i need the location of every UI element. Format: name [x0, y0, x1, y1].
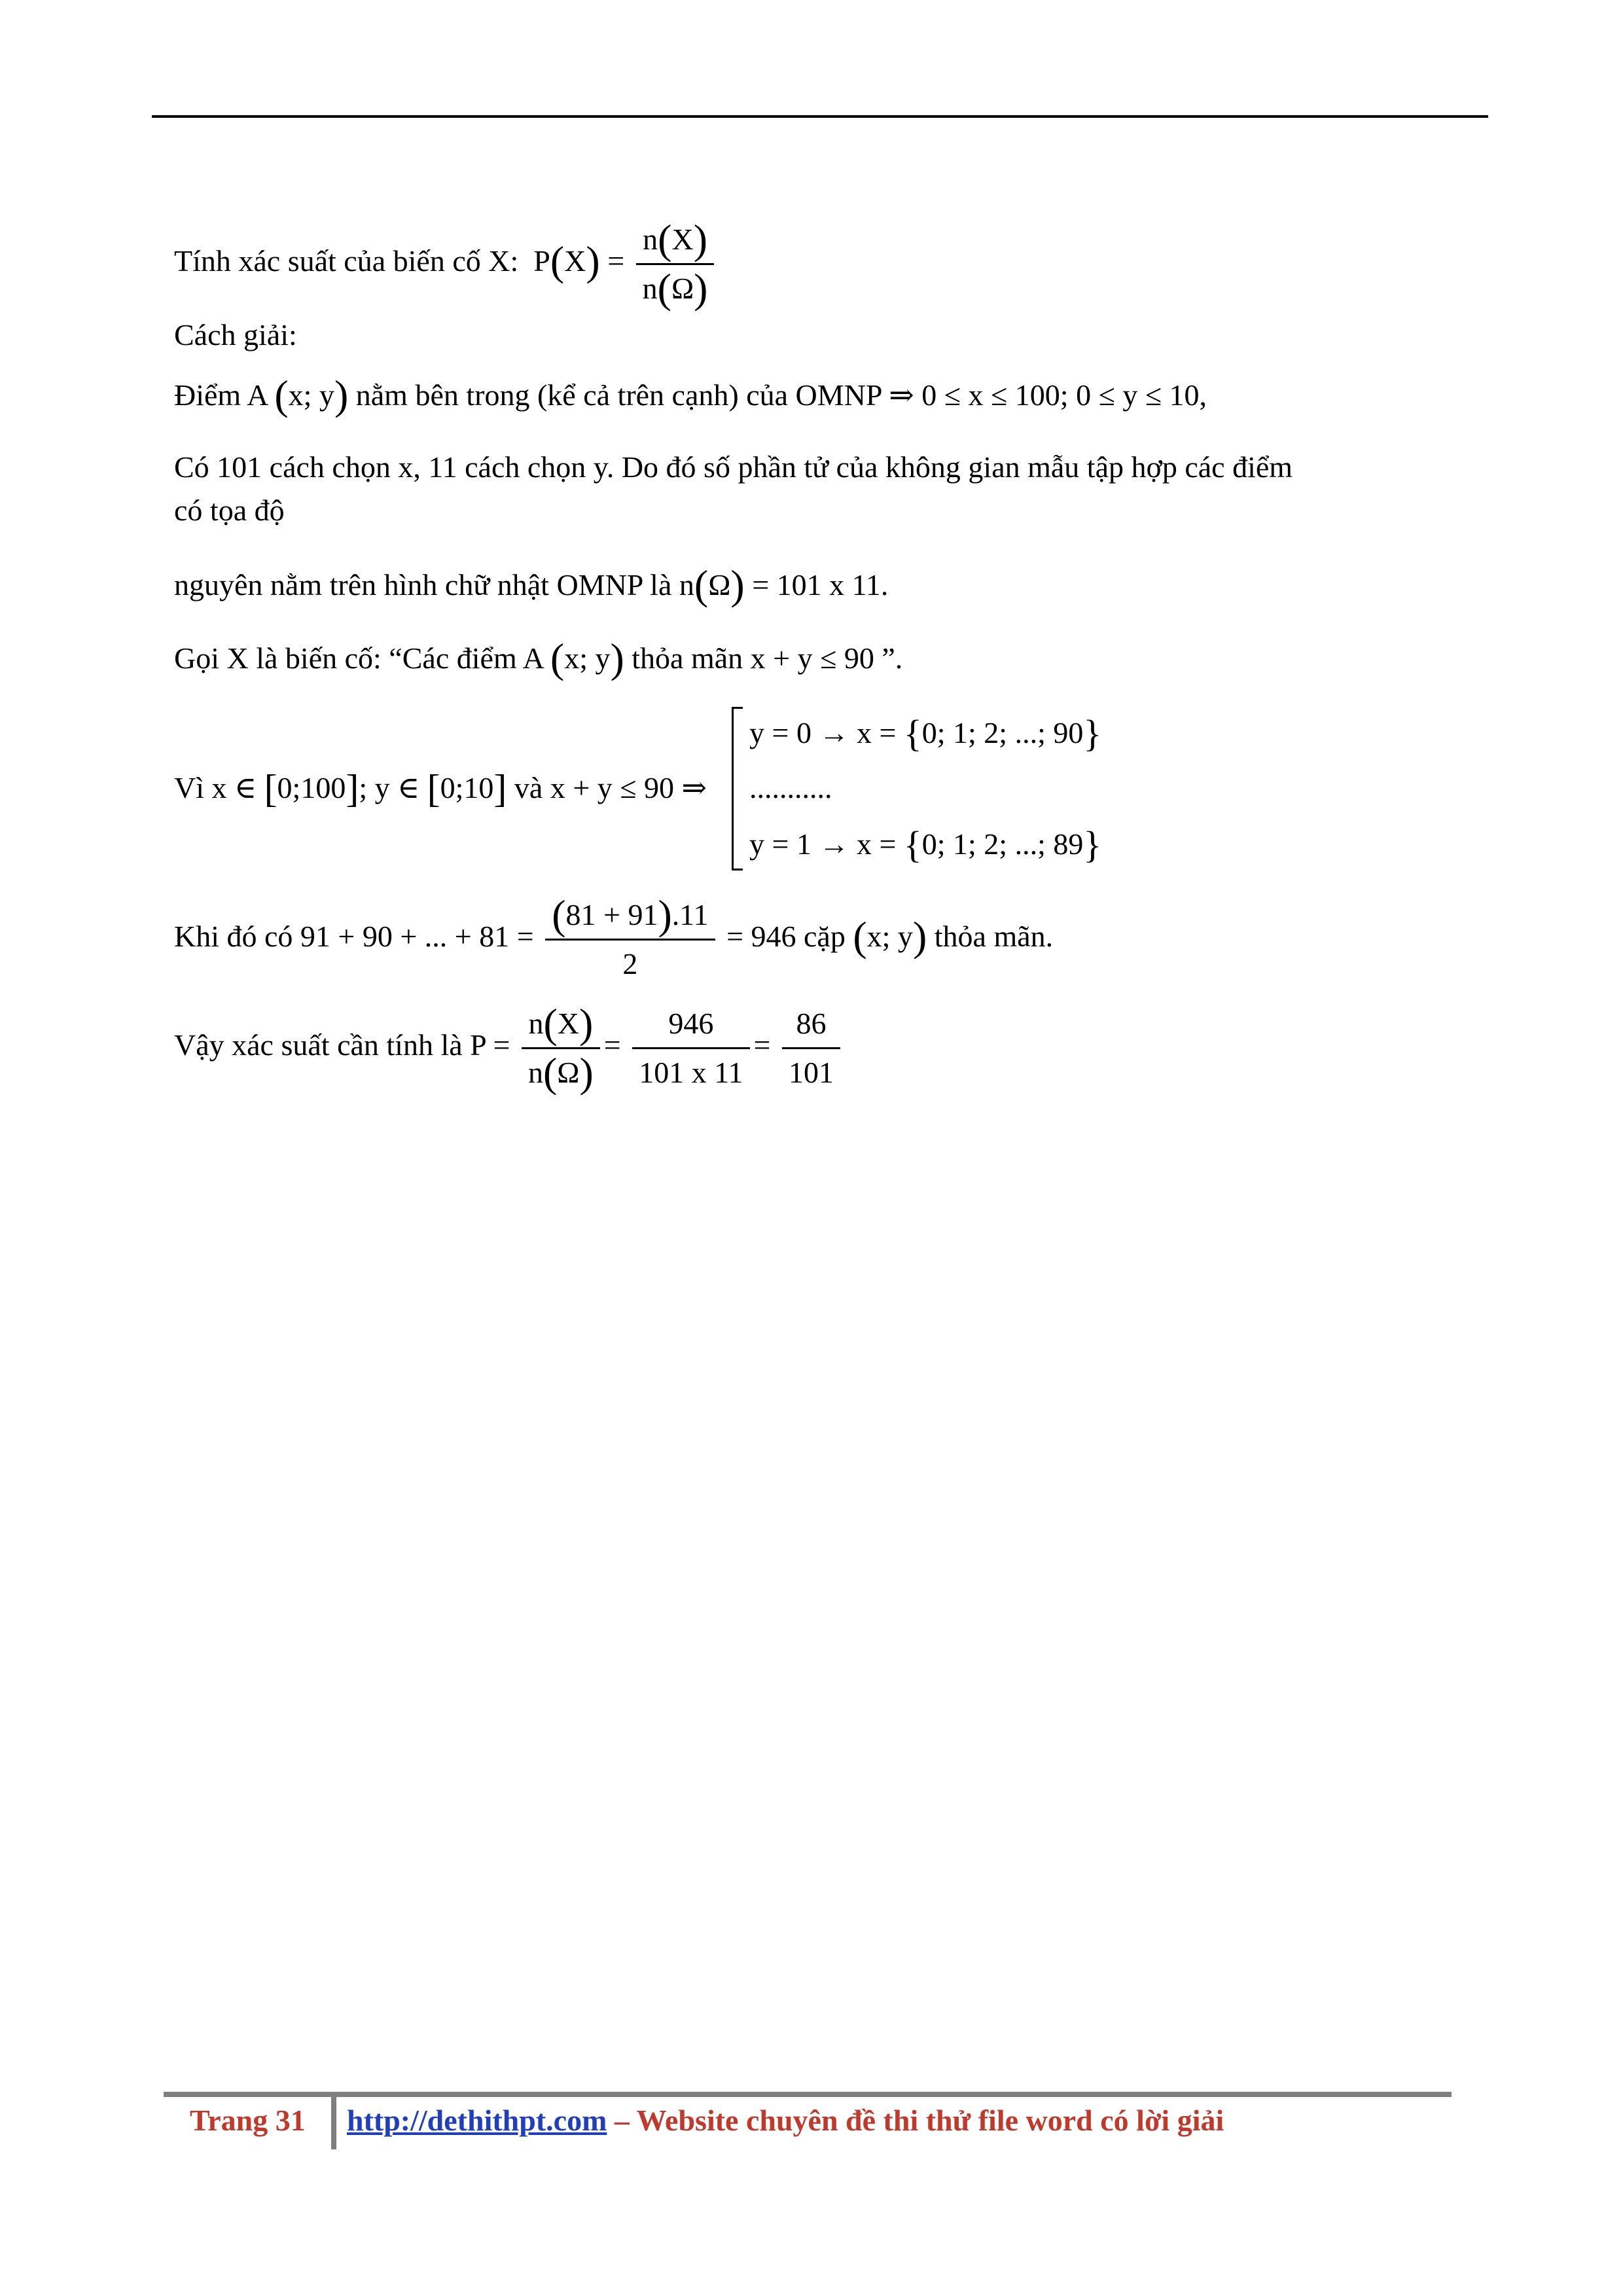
- footer-text: [347, 2102, 1224, 2139]
- page-number: Trang 31: [190, 2104, 306, 2137]
- text: Tính xác suất của biến cố X:: [174, 244, 519, 278]
- frac-den-n: n: [527, 1056, 543, 1089]
- coord: x; y: [288, 378, 334, 412]
- coord: x; y: [564, 641, 611, 675]
- website-link[interactable]: http://dethithpt.com: [347, 2104, 607, 2137]
- text: nằm bên trong (kể cả trên cạnh) của OMNP ⇒ 0 ≤ x ≤ 100; 0 ≤ y ≤ 10,: [348, 378, 1207, 412]
- fraction-nx: $\frac{n(X)}{n(\Omega)}$: [522, 1005, 600, 1091]
- text-line-count: Có 101 cách chọn x, 11 cách chọn y. Do đó số phần tử của không gian mẫu tập hợp các điểm: [174, 450, 1293, 484]
- text: = 101 x 11.: [744, 568, 889, 601]
- coord: x; y: [866, 920, 913, 954]
- footer-divider: [331, 2097, 336, 2149]
- text: và x + y ≤ 90 ⇒: [507, 771, 707, 804]
- text: y = 1 → x =: [749, 827, 904, 861]
- range-x: 0;100: [277, 771, 346, 804]
- text: Khi đó có 91 + 90 + ... + 81 =: [174, 920, 542, 954]
- text: nguyên nằm trên hình chữ nhật OMNP là n: [174, 568, 694, 601]
- text: Điểm A: [174, 378, 275, 412]
- frac-num-inner: 81 + 91: [565, 898, 658, 931]
- text: thỏa mãn.: [927, 920, 1054, 954]
- text: Vậy xác suất cần tính là P =: [174, 1028, 518, 1062]
- frac-den-omega: Ω: [671, 272, 694, 305]
- formula-line-probability: Tính xác suất của biến cố X: P(X) = $\frac{n(X)}{n(\Omega)}$: [174, 221, 718, 307]
- footer-rule: [164, 2092, 1452, 2097]
- text-line-sum: Khi đó có 91 + 90 + ... + 81 = $\frac{(81 + 91).11}{2}$ = 946 cặp (x; y) thỏa mãn.: [174, 897, 1053, 982]
- text-line-point-a: Điểm A (x; y) nằm bên trong (kể cả trên cạnh) của OMNP ⇒ 0 ≤ x ≤ 100; 0 ≤ y ≤ 10,: [174, 372, 1207, 418]
- frac-num-X: X: [557, 1007, 579, 1040]
- text: Vì x ∈: [174, 771, 264, 804]
- frac-num-n: n: [643, 223, 658, 256]
- case-bracket: [732, 707, 1100, 870]
- case-y0: y = 0 → x = {0; 1; 2; ...; 90}: [749, 712, 1102, 755]
- text-line-coords: có tọa độ: [174, 493, 285, 527]
- frac-den: 101 x 11: [639, 1056, 743, 1089]
- range-y: 0;10: [440, 771, 494, 804]
- frac-num-n: n: [528, 1007, 544, 1040]
- fraction-946: [632, 1005, 749, 1091]
- text-line-sample-space: nguyên nằm trên hình chữ nhật OMNP là n(Ω) = 101 x 11.: [174, 562, 889, 608]
- bracket-tick-bottom: [734, 869, 743, 870]
- text-line-condition: Vì x ∈ [0;100]; y ∈ [0;10] và x + y ≤ 90 ⇒: [174, 767, 707, 810]
- frac-num-X: X: [671, 223, 694, 256]
- set: 0; 1; 2; ...; 89: [921, 827, 1084, 861]
- case-y1: y = 1 → x = {0; 1; 2; ...; 89}: [749, 823, 1102, 866]
- frac-den-n: n: [642, 272, 658, 305]
- set: 0; 1; 2; ...; 90: [921, 716, 1084, 749]
- fraction: $\frac{n(X)}{n(\Omega)}$: [636, 221, 715, 307]
- text: = 946 cặp: [726, 920, 853, 954]
- text-line-result: Vậy xác suất cần tính là P = $\frac{n(X)}{n(\Omega)}$ = $\frac{946}{101 x 11}$ = $\frac{86}{101}$: [174, 1005, 844, 1091]
- case-dots: ...........: [749, 771, 832, 804]
- frac-num: 86: [782, 1005, 840, 1049]
- frac-den: 2: [622, 947, 638, 980]
- frac-num-outer: .11: [671, 898, 709, 931]
- footer-tagline: – Website chuyên đề thi thử file word có lời giải: [607, 2104, 1224, 2137]
- symbol-omega: Ω: [708, 568, 731, 601]
- text: y = 0 → x =: [749, 716, 904, 749]
- fraction-86: [782, 1005, 840, 1091]
- header-rule: [152, 115, 1488, 118]
- symbol-P: P: [533, 244, 550, 278]
- heading-solution: Cách giải:: [174, 318, 297, 351]
- frac-den-omega: Ω: [557, 1056, 580, 1089]
- symbol-X: X: [564, 244, 586, 278]
- text: Gọi X là biến cố: “Các điểm A: [174, 641, 550, 675]
- fraction-sum: $\frac{(81 + 91).11}{2}$: [545, 897, 715, 982]
- frac-den: 101: [789, 1056, 834, 1089]
- text-line-event-x: Gọi X là biến cố: “Các điểm A (x; y) thỏa mãn x + y ≤ 90 ”.: [174, 635, 903, 681]
- frac-num: 946: [632, 1005, 749, 1049]
- text: ; y ∈: [359, 771, 427, 804]
- bracket-tick-top: [734, 707, 743, 709]
- text: thỏa mãn x + y ≤ 90 ”.: [624, 641, 903, 675]
